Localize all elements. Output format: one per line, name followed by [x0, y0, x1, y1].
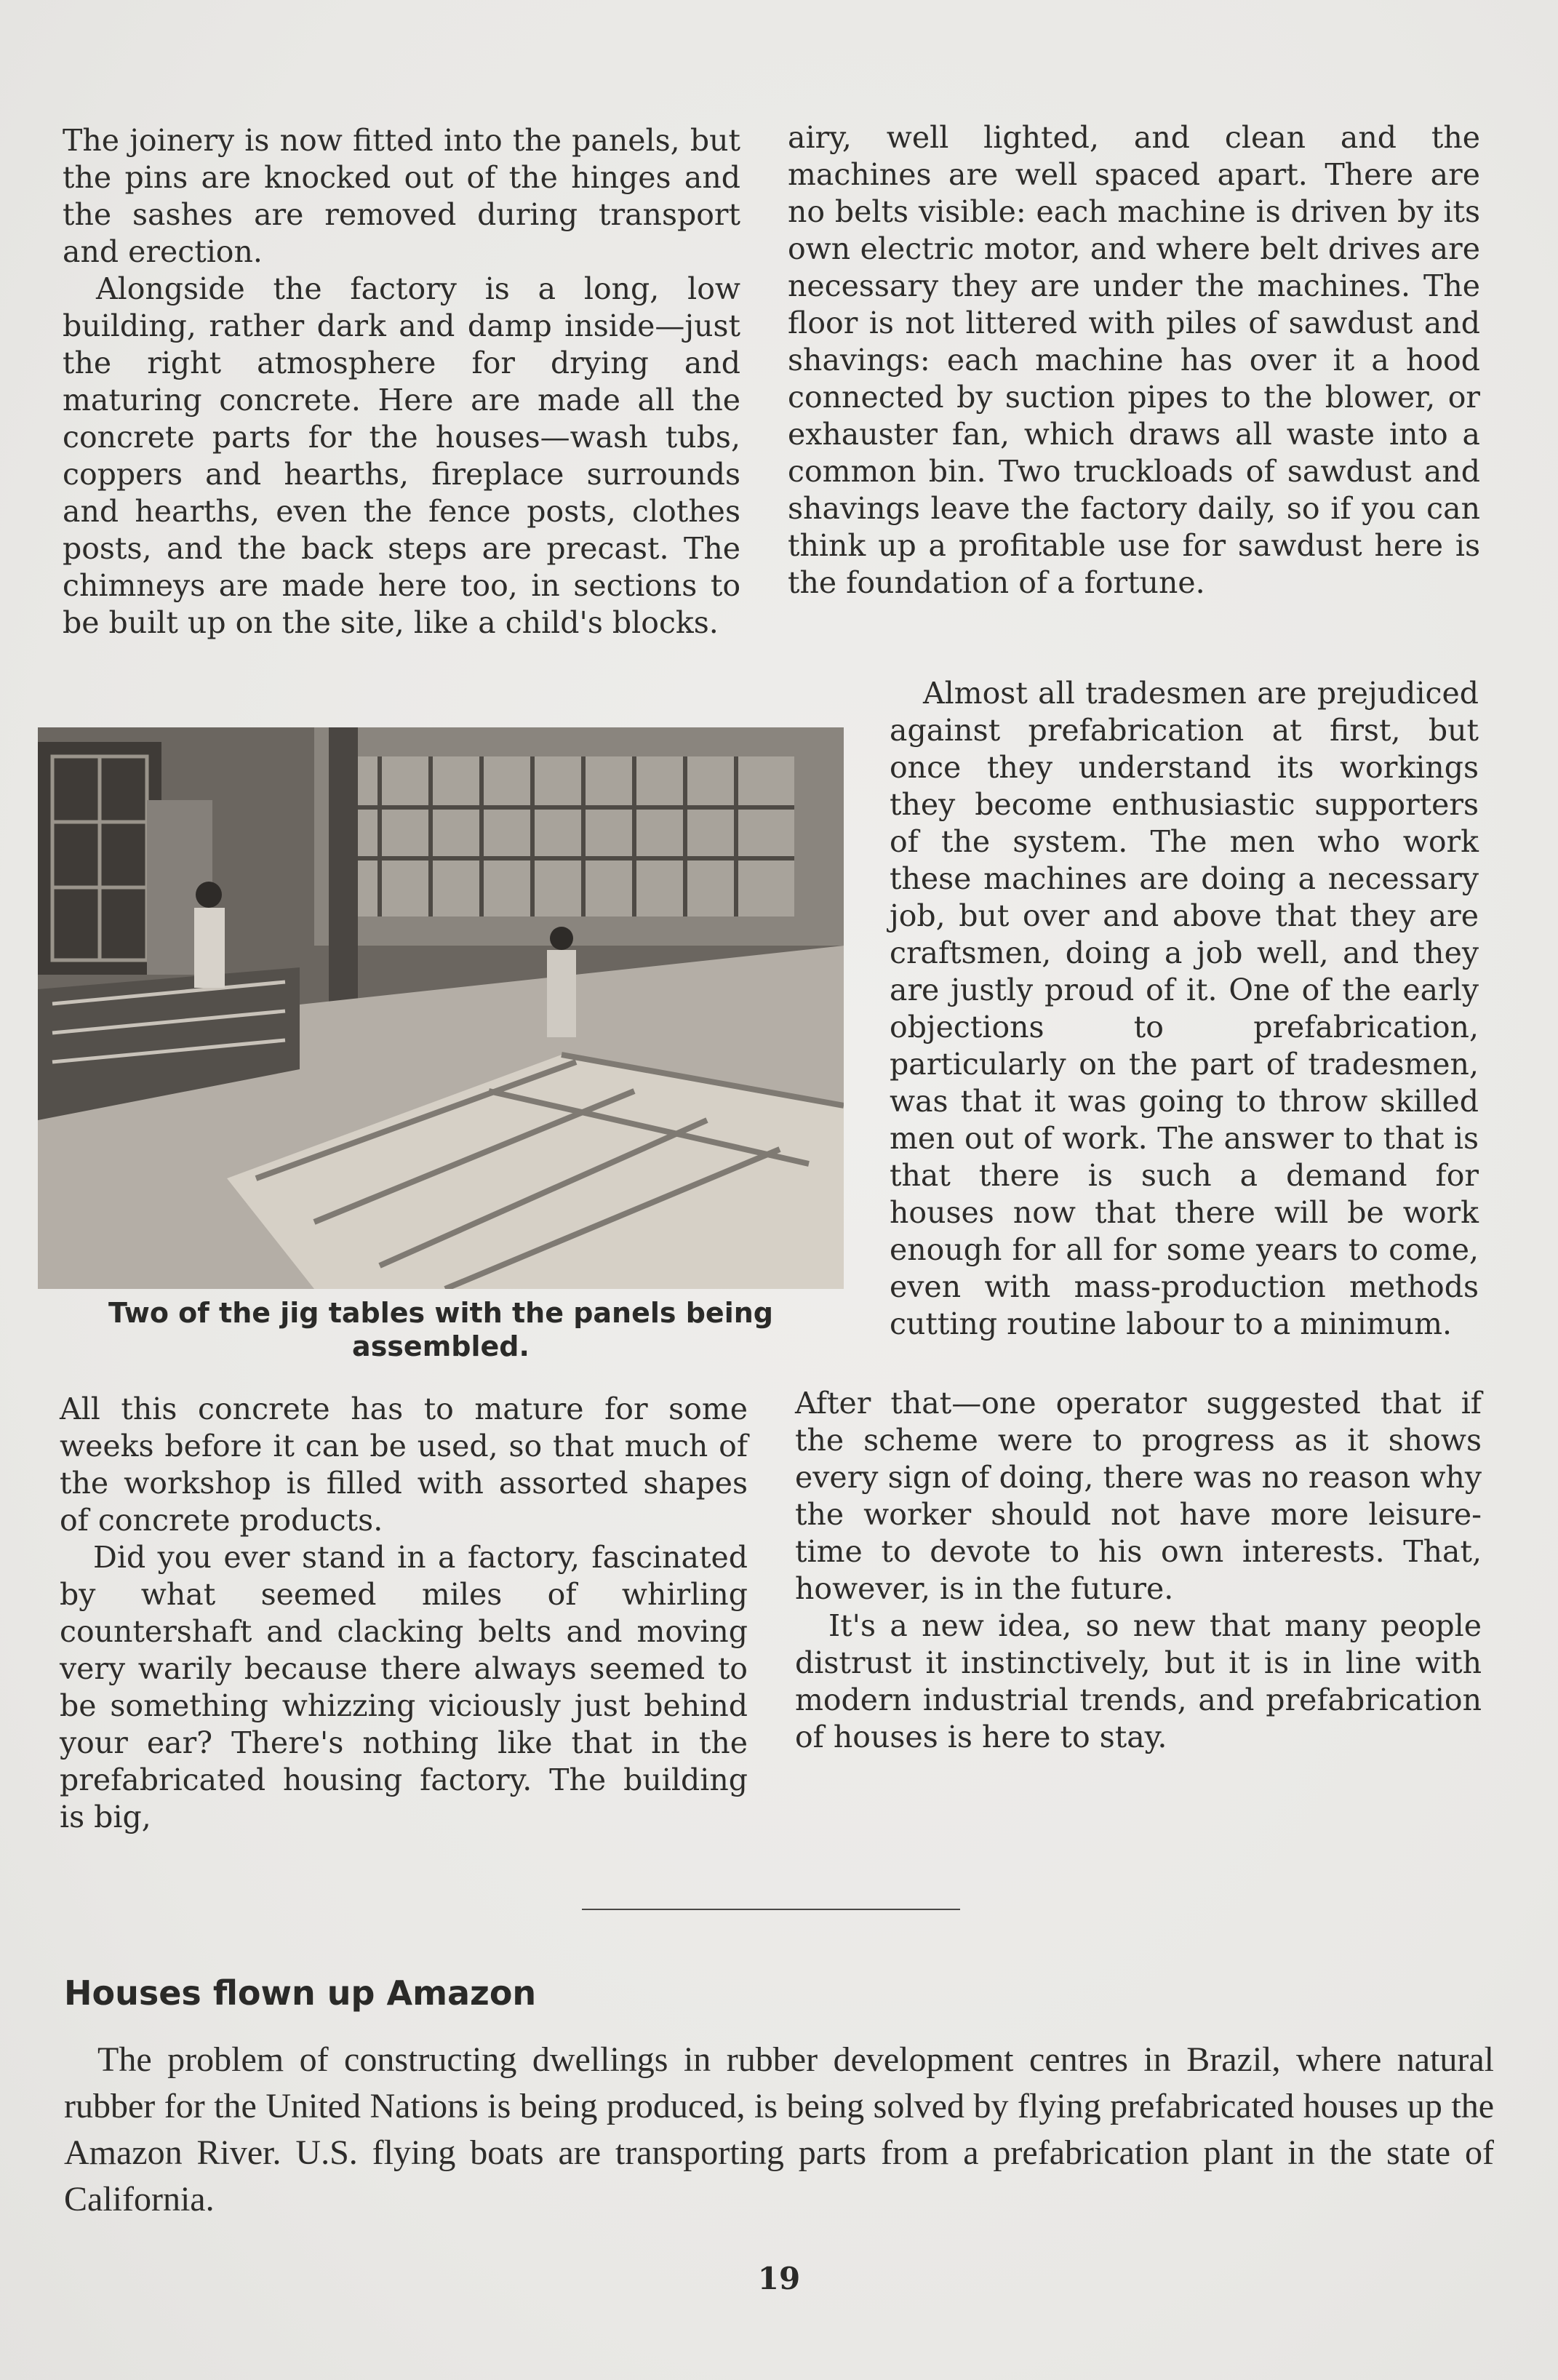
paragraph: All this concrete has to mature for some weeks before it can be used, so that much of the workshop is filled with assorted shapes of concrete products.: [60, 1391, 748, 1538]
photo-caption: Two of the jig tables with the panels being assembled.: [108, 1297, 773, 1362]
paragraph: It's a new idea, so new that many people distrust it instinctively, but it is in line with modern industrial trends, and prefabrication of houses is here to stay.: [795, 1608, 1482, 1754]
paragraph: Did you ever stand in a factory, fascinated by what seemed miles of whirling countershaft and clacking belts and moving very warily because there always seemed to be something whizzing viciously just behind your ear? There's nothing like that in the prefabricated housing factory. The building is big,: [60, 1540, 748, 1834]
amazon-article: [64, 2037, 1494, 2223]
section-heading: Houses flown up Amazon: [64, 1973, 537, 2013]
section-divider: [582, 1909, 960, 1910]
article-column-right-bottom: [795, 1385, 1482, 1756]
workshop-photo-illustration: [38, 727, 844, 1289]
article-column-left-bottom: [60, 1391, 748, 1836]
paragraph: The joinery is now fitted into the panels, but the pins are knocked out of the hinges and the sashes are removed during transport and erection.: [63, 123, 740, 269]
page-number: 19: [757, 2261, 801, 2296]
article-column-right-top: [788, 119, 1480, 602]
paragraph: Alongside the factory is a long, low building, rather dark and damp inside—just the right atmosphere for drying and maturing concrete. Here are made all the concrete parts for the houses—wash tubs, coppers and hearths, fireplace surrounds and hearths, even the fence posts, clothes posts, and the back steps are precast. The chimneys are made here too, in sections to be built up on the site, like a child's blocks.: [63, 271, 740, 640]
paragraph: airy, well lighted, and clean and the machines are well spaced apart. There are no belts visible: each machine is driven by its own electric motor, and where belt drives are necessary they are under the machines. The floor is not littered with piles of sawdust and shavings: each machine has over it a hood connected by suction pipes to the blower, or exhauster fan, which draws all waste into a common bin. Two truckloads of sawdust and shavings leave the factory daily, so if you can think up a profitable use for sawdust here is the foundation of a fortune.: [788, 120, 1480, 600]
paragraph: After that—one operator suggested that if the scheme were to progress as it shows every sign of doing, there was no reason why the worker should not have more leisure-time to devote to his own interests. That, however, is in the future.: [795, 1386, 1482, 1606]
paragraph: The problem of constructing dwellings in rubber development centres in Brazil, where natural rubber for the United Nations is being produced, is being solved by flying prefabricated houses up the Amazon River. U.S. flying boats are transporting parts from a prefabrication plant in the state of California.: [64, 2040, 1494, 2219]
article-column-right-middle: [890, 675, 1479, 1343]
article-column-left-top: [63, 122, 740, 642]
workshop-photo: [38, 727, 844, 1289]
paragraph: Almost all tradesmen are prejudiced against prefabrication at first, but once they understand its workings they become enthusiastic supporters of the system. The men who work these machines are doing a necessary job, but over and above that they are craftsmen, doing a job well, and they are justly proud of it. One of the early objections to prefabrication, particularly on the part of tradesmen, was that it was going to throw skilled men out of work. The answer to that is that there is such a demand for houses now that there will be work enough for all for some years to come, even with mass-production methods cutting routine labour to a minimum.: [890, 676, 1479, 1341]
